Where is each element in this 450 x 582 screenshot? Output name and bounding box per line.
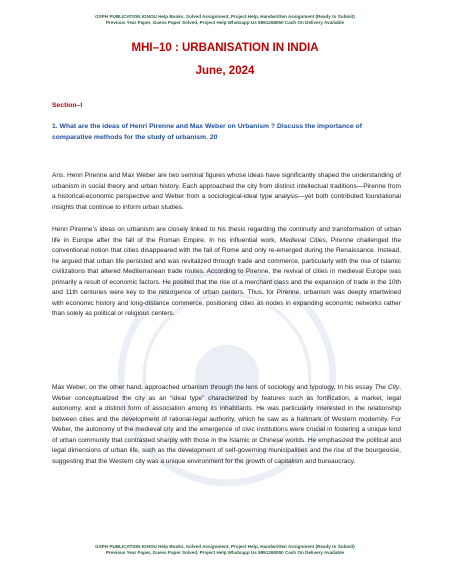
question-text: 1. What are the ideas of Henri Pirenne and Max Weber on Urbanism ? Discuss the importance of comparative methods for the study of urbanism. 20 bbox=[52, 123, 362, 141]
answer-paragraph-3 bbox=[52, 383, 401, 467]
footer-line-2: Previous Year Paper, Guess Paper Solved, Project Help Whatsapp Us 9891268050 Cash On Delivery Available bbox=[105, 550, 345, 555]
paragraph-3-part-a: Max Weber, on the other hand, approached urbanism through the lens of sociology and typology. In his essay bbox=[52, 384, 375, 391]
document-title: MHI–10 : URBANISATION IN INDIA bbox=[131, 42, 319, 54]
page-header bbox=[0, 14, 450, 26]
footer-line-1: GSPH PUBLICATION IGNOU Help Books, Solved Assignment, Project Help, Handwritten Assignment (Ready to Submit) bbox=[95, 544, 355, 549]
answer-paragraph-1: Ans. Henri Pirenne and Max Weber are two seminal figures whose ideas have significantly shaped the understanding of urbanism in social theory and urban history. Each approached the city from distinct intellectual traditions—Pirenne from a historical-economic perspective and Weber from a sociological-ideal type analysis—yet both contributed foundational insights that continue to inform urban studies. bbox=[52, 172, 401, 211]
paragraph-3-part-b: , Weber conceptualized the city as an “ideal type” characterized by features such as fortification, a market, legal autonomy, and a distinct form of association among its inhabitants. He was particularly interested in the relationship between cities and the development of rational-legal authority, which he saw as a hallmark of Western modernity. For Weber, the autonomy of the medieval city and the emergence of civic institutions were crucial in fostering a unique kind of urban community that contrasted sharply with those in the Islamic or Chinese worlds. He emphasized the political and legal dimensions of urban life, such as the development of self-governing municipalities and the rise of the bourgeoisie, suggesting that the Western city was a unique environment for the growth of capitalism and bureaucracy. bbox=[52, 384, 401, 465]
page-footer bbox=[0, 544, 450, 556]
paragraph-3-essay-title: The City bbox=[374, 384, 400, 391]
paragraph-2-part-b: , Pirenne challenged the conventional notion that cities disappeared with the fall of Rome and only re-emerged during the Renaissance. Instead, he argued that urban life persisted and was revitalized through trade and commerce, particularly with the rise of Islamic civilizations that altered Mediterranean trade routes. According to Pirenne, the revival of cities in medieval Europe was primarily a result of economic factors. He posited that the rise of a merchant class and the expansion of trade in the 10th and 11th centuries were key to the resurgence of urban centers. Thus, for Pirenne, urbanism was deeply intertwined with economic history and long-distance commerce, positioning cities as nodes in expanding economic networks rather than solely as political or religious centers. bbox=[52, 236, 402, 318]
document-date: June, 2024 bbox=[195, 65, 255, 77]
header-line-1: GSPH PUBLICATION IGNOU Help Books, Solved Assignment, Project Help, Handwritten Assignment (Ready to Submit) bbox=[95, 14, 355, 19]
section-heading: Section–I bbox=[52, 102, 83, 109]
answer-paragraph-2 bbox=[52, 225, 401, 320]
paragraph-2-part-a: Henri Pirenne’s ideas on urbanism are closely linked to his thesis regarding the continuity and transformation of urban life in Europe after the fall of the Roman Empire. In his influential work, bbox=[52, 226, 401, 244]
header-line-2: Previous Year Paper, Guess Paper Solved, Project Help Whatsapp Us 9891268050 Cash On Delivery Available bbox=[105, 20, 345, 25]
paragraph-2-book-title: Medieval Cities bbox=[279, 236, 326, 244]
